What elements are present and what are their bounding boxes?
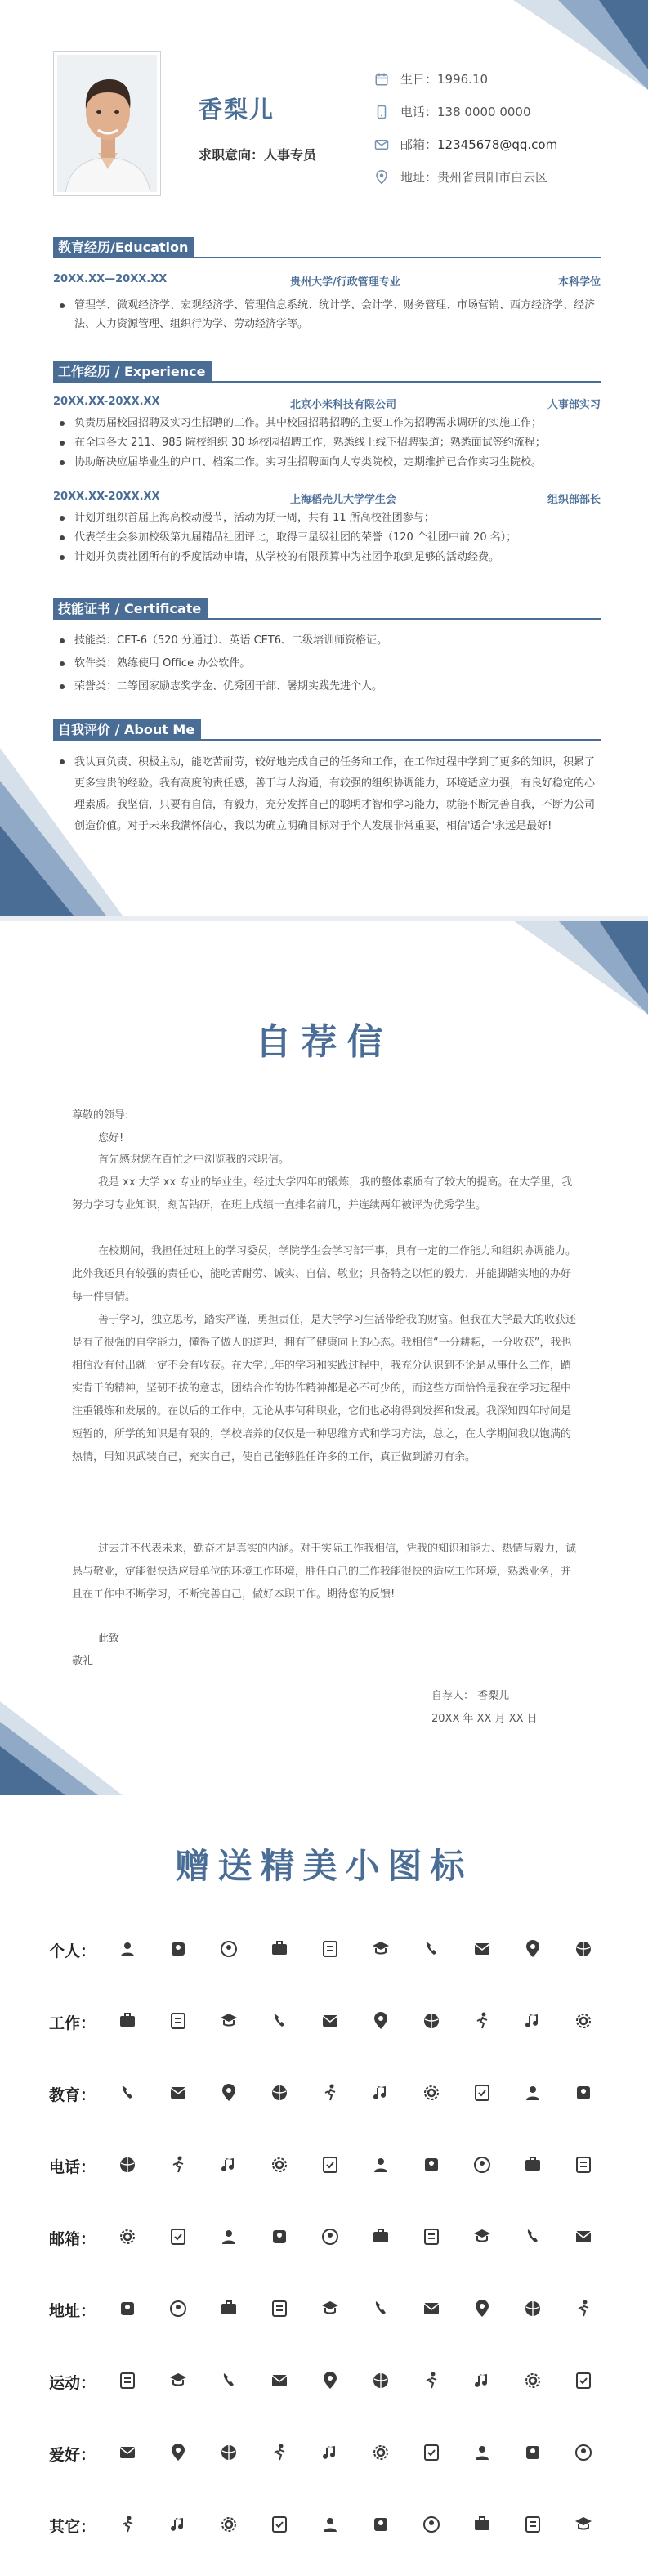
job-head	[53, 491, 601, 506]
user-tie-icon	[153, 1938, 203, 1960]
graduation-cap-icon	[153, 2082, 203, 2103]
id-badge-icon	[203, 2010, 254, 2032]
airplane-icon	[254, 2442, 305, 2463]
icon-row-label: 电话：	[49, 2158, 96, 2176]
calendar-icon	[374, 72, 389, 87]
mail-open-icon	[305, 2226, 355, 2247]
mail-box-icon	[558, 2226, 609, 2247]
phonebook-icon	[457, 2154, 507, 2175]
job-period: 20XX.XX-20XX.XX	[53, 491, 160, 503]
self-evaluation: 我认真负责、积极主动，能吃苦耐劳，较好地完成自己的任务和工作，在工作过程中学到了更多的知识，积累了更多宝贵的经验。我有高度的责任感，善于与人沟通，有较强的组织协调能力，环境适应力强，有良好稳定的心理素质。我坚信，只要有自信，有毅力，充分发挥自己的聪明才智和学习能力，就能不断完善自我，不断为公司创造价值。对于未来我满怀信心，我以为确立明确目标对于个人发展非常重要，相信'适合'永远是最好!	[53, 752, 605, 837]
mail-icon	[374, 137, 389, 152]
job-item: 计划并负责社团所有的季度活动申请，从学校的有限预算中为社团争取到足够的活动经费。	[53, 548, 605, 567]
check-square-icon	[558, 2514, 609, 2535]
megaphone-icon	[507, 2514, 558, 2535]
camera-icon	[203, 2442, 254, 2463]
section-divider	[53, 257, 601, 258]
icon-row	[102, 2514, 609, 2535]
work-title: 工作经历 / Experience	[53, 361, 212, 383]
phone-outline-icon	[355, 2154, 406, 2175]
profile-card-icon	[558, 1938, 609, 1960]
icon-row-label: 其它：	[49, 2518, 96, 2536]
education-degree: 本科学位	[557, 276, 601, 289]
phone-circle-outline-icon	[153, 2154, 203, 2175]
letter-paragraph: 首先感谢您在百忙之中浏览我的求职信。	[98, 1154, 290, 1166]
phone-icon	[203, 2154, 254, 2175]
job-role: 组织部部长	[547, 494, 601, 506]
corner-decoration	[513, 0, 648, 90]
mail-send-icon	[507, 2226, 558, 2247]
user-icon	[102, 1938, 153, 1960]
icon-row	[102, 2442, 609, 2463]
mail-solid-icon	[254, 2226, 305, 2247]
job-company: 北京小米科技有限公司	[290, 399, 397, 411]
phone-icon	[374, 105, 389, 119]
pen-icon	[254, 2514, 305, 2535]
book-outline-icon	[406, 2082, 457, 2103]
letter-hello: 您好!	[98, 1132, 124, 1145]
email-label: 邮箱：	[400, 137, 438, 152]
book-read-icon	[153, 2442, 203, 2463]
letter-paragraph: 在校期间，我担任过班上的学习委员，学院学生会学习部干事，具有一定的工作能力和组织协调能力。此外我还具有较强的责任心，能吃苦耐劳、诚实、自信、敬业；具备特之以恒的毅力，并能脚踏实地的办好每一件事情。	[72, 1245, 577, 1303]
icon-row-label: 工作：	[49, 2014, 96, 2032]
map-pin-solid-icon	[203, 2298, 254, 2319]
mail-circle-icon	[102, 2226, 153, 2247]
document-icon	[355, 2514, 406, 2535]
icon-row	[102, 2010, 609, 2032]
education-head	[53, 273, 601, 289]
user-badge-icon	[406, 1938, 457, 1960]
calendar-icon	[406, 2010, 457, 2032]
icon-row-label: 地址：	[49, 2302, 96, 2320]
letter-signer: 自荐人： 香梨儿	[431, 1690, 510, 1702]
education-title: 教育经历/Education	[53, 237, 194, 258]
resume-page	[0, 0, 648, 916]
corner-decoration	[0, 1701, 123, 1795]
gear-icon	[203, 2514, 254, 2535]
section-divider	[53, 618, 601, 620]
section-divider	[53, 739, 601, 741]
birthday-row	[374, 70, 488, 87]
mountain-icon	[406, 2442, 457, 2463]
profile-photo	[53, 51, 161, 196]
keyboard-icon	[507, 2082, 558, 2103]
briefcase-icon	[102, 2010, 153, 2032]
abacus-icon	[102, 2082, 153, 2103]
map-pin-outline-icon	[153, 2298, 203, 2319]
telephone-icon	[254, 2154, 305, 2175]
microphone-icon	[102, 2442, 153, 2463]
job-company: 上海稻壳儿大学学生会	[290, 494, 397, 506]
education-period: 20XX.XX—20XX.XX	[53, 273, 168, 285]
job-head	[53, 396, 601, 411]
building-icon	[558, 2298, 609, 2319]
map-pin-icon	[102, 2298, 153, 2319]
address-text: 地址：贵州省贵阳市白云区	[400, 170, 548, 185]
users-outline-icon	[254, 1938, 305, 1960]
users-icon	[203, 1938, 254, 1960]
icon-row	[102, 2298, 609, 2319]
user-circle-icon	[305, 1938, 355, 1960]
icon-row	[102, 2370, 609, 2391]
skype-icon	[558, 2010, 609, 2032]
mail-square-icon	[355, 2226, 406, 2247]
letter-date: 20XX 年 XX 月 XX 日	[431, 1713, 538, 1725]
letter-closing: 敬礼	[72, 1655, 94, 1668]
skiing-icon	[254, 2370, 305, 2391]
checklist-icon	[355, 2010, 406, 2032]
icon-row-label: 邮箱：	[49, 2230, 96, 2248]
car-icon	[457, 2514, 507, 2535]
skills-title: 技能证书 / Certificate	[53, 598, 208, 620]
mobile-icon	[507, 2154, 558, 2175]
movie-icon	[507, 2442, 558, 2463]
phone-circle-icon	[102, 2154, 153, 2175]
icon-row-label: 教育：	[49, 2086, 96, 2104]
wechat-icon	[153, 2514, 203, 2535]
running-icon	[203, 2370, 254, 2391]
icon-row	[102, 2082, 609, 2103]
letter-title: 自荐信	[255, 1021, 393, 1063]
phone-row	[374, 103, 531, 120]
map-pin-icon	[374, 170, 389, 185]
email-link[interactable]: 12345678@qq.com	[437, 137, 558, 152]
job-period: 20XX.XX-20XX.XX	[53, 396, 160, 408]
icon-row	[102, 1938, 609, 1960]
skill-item: 技能类：CET-6（520 分通过）、英语 CET6、二级培训师资格证。	[53, 631, 605, 650]
graduation-cap-outline-icon	[203, 2082, 254, 2103]
cycling-icon	[507, 2370, 558, 2391]
notebook-icon	[558, 2082, 609, 2103]
icon-row-label: 运动：	[49, 2374, 96, 2392]
graduation-cap-3-icon	[305, 2082, 355, 2103]
location-outline-icon	[305, 2298, 355, 2319]
letter-paragraph: 过去并不代表未来，勤奋才是真实的内涵。对于实际工作我相信，凭我的知识和能力、热情与毅力，诚恳与敬业，定能很快适应贵单位的环境工作环境，胜任自己的工作我能很快的适应工作环境，熟悉业务，并且在工作中不断学习，不断完善自己，做好本职工作。期待您的反馈!	[72, 1543, 577, 1601]
skill-item: 软件类：熟练使用 Office 办公软件。	[53, 654, 605, 673]
phone-text: 电话：138 0000 0000	[400, 105, 531, 119]
music-note-icon	[305, 2442, 355, 2463]
education-courses: 管理学、微观经济学、宏观经济学、管理信息系统、统计学、会计学、财务管理、市场营销、西方经济学、经济法、人力资源管理、组织行为学、劳动经济学等。	[53, 296, 605, 334]
guitar-icon	[558, 2442, 609, 2463]
mail-icon	[203, 2226, 254, 2247]
corner-decoration	[513, 921, 648, 1015]
gaming-icon	[457, 2442, 507, 2463]
book-open-icon	[507, 2010, 558, 2032]
job-role: 人事部实习	[547, 399, 601, 411]
job-item: 代表学生会参加校级第九届精品社团评比，取得三星级社团的荣誉（120 个社团中前 20 名）；	[53, 528, 605, 547]
email-row	[374, 136, 557, 153]
settings-icon	[102, 2514, 153, 2535]
monitor-icon	[254, 2010, 305, 2032]
phone-incoming-icon	[305, 2154, 355, 2175]
letter-paragraph: 我是 xx 大学 xx 专业的毕业生。经过大学四年的锻炼，我的整体素质有了较大的提高。在大学里，我努力学习专业知识，刻苦钻研，在班上成绩一直排名前几，并连续两年被评为优秀学生。	[72, 1176, 573, 1212]
job-item: 计划并组织首届上海高校动漫节，活动为期一周，共有 11 所高校社团参与；	[53, 508, 605, 527]
user-round-icon	[457, 1938, 507, 1960]
map-pin-star-icon	[355, 2298, 406, 2319]
self-title: 自我评价 / About Me	[53, 719, 201, 741]
beach-icon	[355, 2442, 406, 2463]
job-intent: 求职意向：人事专员	[199, 147, 317, 163]
section-divider	[53, 381, 601, 383]
job-item: 协助解决应届毕业生的户口、档案工作。实习生招聘面向大专类院校，定期维护已合作实习生院校。	[53, 453, 605, 472]
book-icon	[355, 2082, 406, 2103]
grid-icon	[457, 2010, 507, 2032]
letter-greeting: 尊敬的领导:	[72, 1109, 129, 1122]
icons-title: 赠送精美小图标	[175, 1846, 473, 1886]
mail-flat-icon	[457, 2226, 507, 2247]
basketball-icon	[102, 2370, 153, 2391]
candidate-name: 香梨儿	[199, 96, 275, 123]
dancer-icon	[355, 2370, 406, 2391]
mail-outline-icon	[153, 2226, 203, 2247]
icon-row	[102, 2226, 609, 2247]
skill-item: 荣誉类：二等国家励志奖学金、优秀团干部、暑期实践先进个人。	[53, 677, 605, 696]
address-row	[374, 168, 547, 186]
phone-square-icon	[406, 2154, 457, 2175]
home-icon	[406, 2298, 457, 2319]
icon-row-label: 个人：	[49, 1942, 96, 1960]
mobile-outline-icon	[558, 2154, 609, 2175]
icon-row-label: 爱好：	[49, 2446, 96, 2464]
swimming-icon	[558, 2370, 609, 2391]
award-icon	[305, 2514, 355, 2535]
icon-row	[102, 2154, 609, 2175]
cloud-icon	[406, 2514, 457, 2535]
graduation-cap-2-icon	[254, 2082, 305, 2103]
mail-square-outline-icon	[406, 2226, 457, 2247]
birthday-text: 生日：1996.10	[400, 72, 489, 87]
job-item: 在全国各大 211、985 院校组织 30 场校园招聘工作，熟悉线上线下招聘渠道；熟悉面试签约流程；	[53, 433, 605, 452]
education-school: 贵州大学/行政管理专业	[290, 276, 400, 289]
heart-hand-icon	[507, 1938, 558, 1960]
location-icon	[254, 2298, 305, 2319]
gymnastics-icon	[305, 2370, 355, 2391]
letter-closing: 此致	[98, 1633, 120, 1645]
books-icon	[457, 2082, 507, 2103]
home-outline-icon	[457, 2298, 507, 2319]
id-card-icon	[355, 1938, 406, 1960]
toolbox-icon	[305, 2010, 355, 2032]
letter-paragraph: 善于学习，独立思考，踏实严谨，勇担责任，是大学学习生活带给我的财富。但我在大学最大的收获还是有了很强的自学能力，懂得了做人的道理，拥有了健康向上的心态。我相信“一分耕耘，一分收获”，我也相信没有付出就一定不会有收获。在大学几年的学习和实践过程中，我充分认识到不论是从事什么工作，踏实肯干的精神，坚韧不拔的意志，团结合作的协作精神都是必不可少的，而这些方面恰恰是我在学习过程中注重锻炼和发展的。在以后的工作中，无论从事何种职业，它们也必将得到发挥和发展。我深知四年时间是短暂的，所学的知识是有限的，学校培养的仅仅是一种思维方式和学习方法，总之，在大学期间我以饱满的热情，用知识武装自己，充实自己，使自己能够胜任许多的工作，真正做到游刃有余。	[72, 1314, 577, 1463]
ballerina-icon	[457, 2370, 507, 2391]
job-item: 负责历届校园招聘及实习生招聘的工作。其中校园招聘招聘的主要工作为招聘需求调研的实施工作；	[53, 414, 605, 432]
ballet-icon	[406, 2370, 457, 2391]
city-icon	[507, 2298, 558, 2319]
soccer-icon	[153, 2370, 203, 2391]
briefcase-outline-icon	[153, 2010, 203, 2032]
